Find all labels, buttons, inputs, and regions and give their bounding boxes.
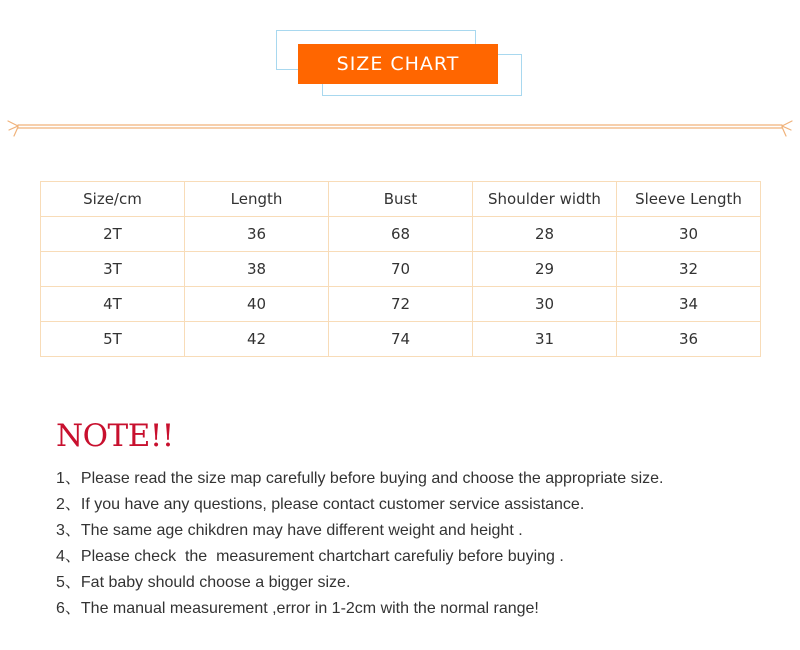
table-cell: 32	[617, 252, 761, 287]
note-item: 1、Please read the size map carefully before buying and choose the appropriate size.	[56, 470, 664, 487]
table-cell: 68	[329, 217, 473, 252]
table-cell: 38	[185, 252, 329, 287]
table-row	[41, 322, 761, 357]
table-cell: 36	[185, 217, 329, 252]
table-cell: 36	[617, 322, 761, 357]
table-cell: 2T	[41, 217, 185, 252]
table-cell: 4T	[41, 287, 185, 322]
table-cell: 42	[185, 322, 329, 357]
note-list	[56, 468, 663, 624]
table-cell: 31	[473, 322, 617, 357]
header-sleeve-length: Sleeve Length	[617, 182, 761, 217]
table-header-row	[41, 182, 761, 217]
table-cell: 40	[185, 287, 329, 322]
note-title: NOTE!!	[56, 418, 174, 454]
header-bust: Bust	[329, 182, 473, 217]
size-chart-title: SIZE CHART	[298, 44, 498, 84]
table-cell: 74	[329, 322, 473, 357]
table-row	[41, 217, 761, 252]
note-item: 3、The same age chikdren may have different weight and height .	[56, 522, 523, 539]
table-cell: 3T	[41, 252, 185, 287]
table-cell: 72	[329, 287, 473, 322]
header-length: Length	[185, 182, 329, 217]
size-table	[40, 181, 761, 357]
table-cell: 30	[473, 287, 617, 322]
decorative-divider	[0, 116, 800, 142]
header-shoulder-width: Shoulder width	[473, 182, 617, 217]
table-row	[41, 252, 761, 287]
note-item: 2、If you have any questions, please contact customer service assistance.	[56, 496, 585, 513]
table-cell: 29	[473, 252, 617, 287]
note-item: 5、Fat baby should choose a bigger size.	[56, 574, 351, 591]
table-cell: 28	[473, 217, 617, 252]
table-cell: 34	[617, 287, 761, 322]
note-item: 4、Please check the measurement chartchart carefuliy before buying .	[56, 548, 564, 565]
table-cell: 70	[329, 252, 473, 287]
note-item: 6、The manual measurement ,error in 1-2cm with the normal range!	[56, 600, 539, 617]
table-row	[41, 287, 761, 322]
table-cell: 30	[617, 217, 761, 252]
table-cell: 5T	[41, 322, 185, 357]
header-size: Size/cm	[41, 182, 185, 217]
